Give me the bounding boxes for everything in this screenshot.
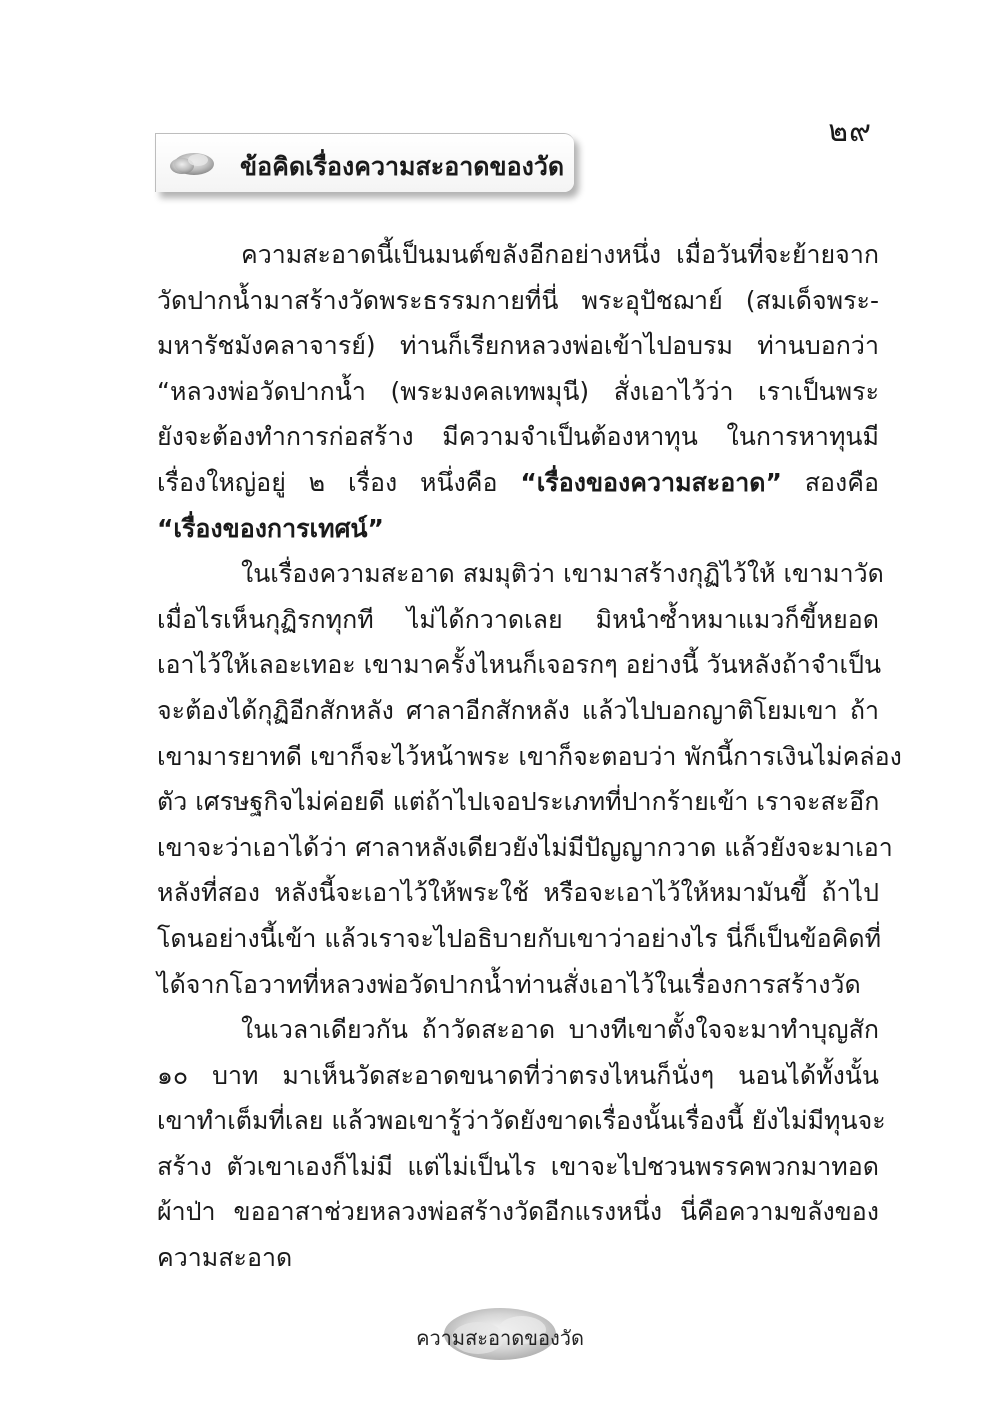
page-footer xyxy=(0,1300,1000,1370)
chapter-title: ข้อคิดเรื่องความสะอาดของวัด xyxy=(240,152,565,181)
text-line: เขาทำเต็มที่เลย แล้วพอเขารู้ว่าวัดยังขาดเรื่องนั้นเรื่องนี้ ยังไม่มีทุนจะ xyxy=(157,1106,886,1136)
text-line: ยังจะต้องทำการก่อสร้าง มีความจำเป็นต้องหาทุน ในการหาทุนมี xyxy=(157,422,879,452)
text-line: เขามารยาทดี เขาก็จะไว้หน้าพระ เขาก็จะตอบว่า พักนี้การเงินไม่คล่อง xyxy=(157,741,902,771)
text-line: มหารัชมังคลาจารย์) ท่านก็เรียกหลวงพ่อเข้าไปอบรม ท่านบอกว่า xyxy=(157,331,879,361)
footer-title: ความสะอาดของวัด xyxy=(416,1326,584,1350)
text-line: “หลวงพ่อวัดปากน้ำ (พระมงคลเทพมุนี) สั่งเอาไว้ว่า เราเป็นพระ xyxy=(157,376,879,406)
text-line: โดนอย่างนี้เข้า แล้วเราจะไปอธิบายกับเขาว่าอย่างไร นี่ก็เป็นข้อคิดที่ xyxy=(157,923,882,953)
text-line: ๑๐ บาท มาเห็นวัดสะอาดขนาดที่ว่าตรงไหนก็นั่งๆ นอนได้ทั้งนั้น xyxy=(157,1060,879,1090)
body-text xyxy=(157,232,902,1281)
text-run: สองคือ xyxy=(781,467,879,497)
paragraph-3 xyxy=(157,1007,886,1281)
text-line: สร้าง ตัวเขาเองก็ไม่มี แต่ไม่เป็นไร เขาจะไปชวนพรรคพวกมาทอด xyxy=(157,1151,879,1181)
text-line: ผ้าป่า ขออาสาช่วยหลวงพ่อสร้างวัดอีกแรงหนึ่ง นี่คือความขลังของ xyxy=(157,1197,879,1227)
page-number: ๒๙ xyxy=(828,114,872,149)
bold-text: “เรื่องของความสะอาด” xyxy=(520,467,782,497)
text-line: เอาไว้ให้เลอะเทอะ เขามาครั้งไหนก็เจอรกๆ อย่างนี้ วันหลังถ้าจำเป็น xyxy=(157,650,882,680)
text-line: วัดปากน้ำมาสร้างวัดพระธรรมกายที่นี่ พระอุปัชฌาย์ (สมเด็จพระ- xyxy=(157,285,879,315)
text-line: ในเวลาเดียวกัน ถ้าวัดสะอาด บางทีเขาตั้งใจจะมาทำบุญสัก xyxy=(241,1015,879,1045)
text-line: หลังที่สอง หลังนี้จะเอาไว้ให้พระใช้ หรือจะเอาไว้ให้หมามันขี้ ถ้าไป xyxy=(157,878,879,908)
text-line: เมื่อไรเห็นกุฏิรกทุกที ไม่ได้กวาดเลย มิหนำซ้ำหมาแมวก็ขี้หยอด xyxy=(157,604,879,634)
text-line: ความสะอาด xyxy=(157,1243,293,1273)
paragraph-2 xyxy=(157,551,902,1007)
bold-text-line: “เรื่องของการเทศน์” xyxy=(157,513,384,543)
text-line: ได้จากโอวาทที่หลวงพ่อวัดปากน้ำท่านสั่งเอาไว้ในเรื่องการสร้างวัด xyxy=(157,969,861,999)
text-line: ในเรื่องความสะอาด สมมุติว่า เขามาสร้างกุฏิไว้ให้ เขามาวัด xyxy=(241,559,884,589)
text-line: เขาจะว่าเอาได้ว่า ศาลาหลังเดียวยังไม่มีปัญญากวาด แล้วยังจะมาเอา xyxy=(157,832,893,862)
chapter-heading xyxy=(155,133,574,192)
text-line-mixed xyxy=(157,460,879,506)
text-line: จะต้องได้กุฏิอีกสักหลัง ศาลาอีกสักหลัง แล้วไปบอกญาติโยมเขา ถ้า xyxy=(157,695,879,725)
text-run: เรื่องใหญ่อยู่ ๒ เรื่อง หนึ่งคือ xyxy=(157,467,521,497)
text-line: ตัว เศรษฐกิจไม่ค่อยดี แต่ถ้าไปเจอประเภทที่ปากร้ายเข้า เราจะสะอึก xyxy=(157,787,880,817)
text-line: ความสะอาดนี้เป็นมนต์ขลังอีกอย่างหนึ่ง เมื่อวันที่จะย้ายจาก xyxy=(241,240,879,269)
lotus-ornament-icon xyxy=(168,148,216,178)
paragraph-1 xyxy=(157,232,879,551)
